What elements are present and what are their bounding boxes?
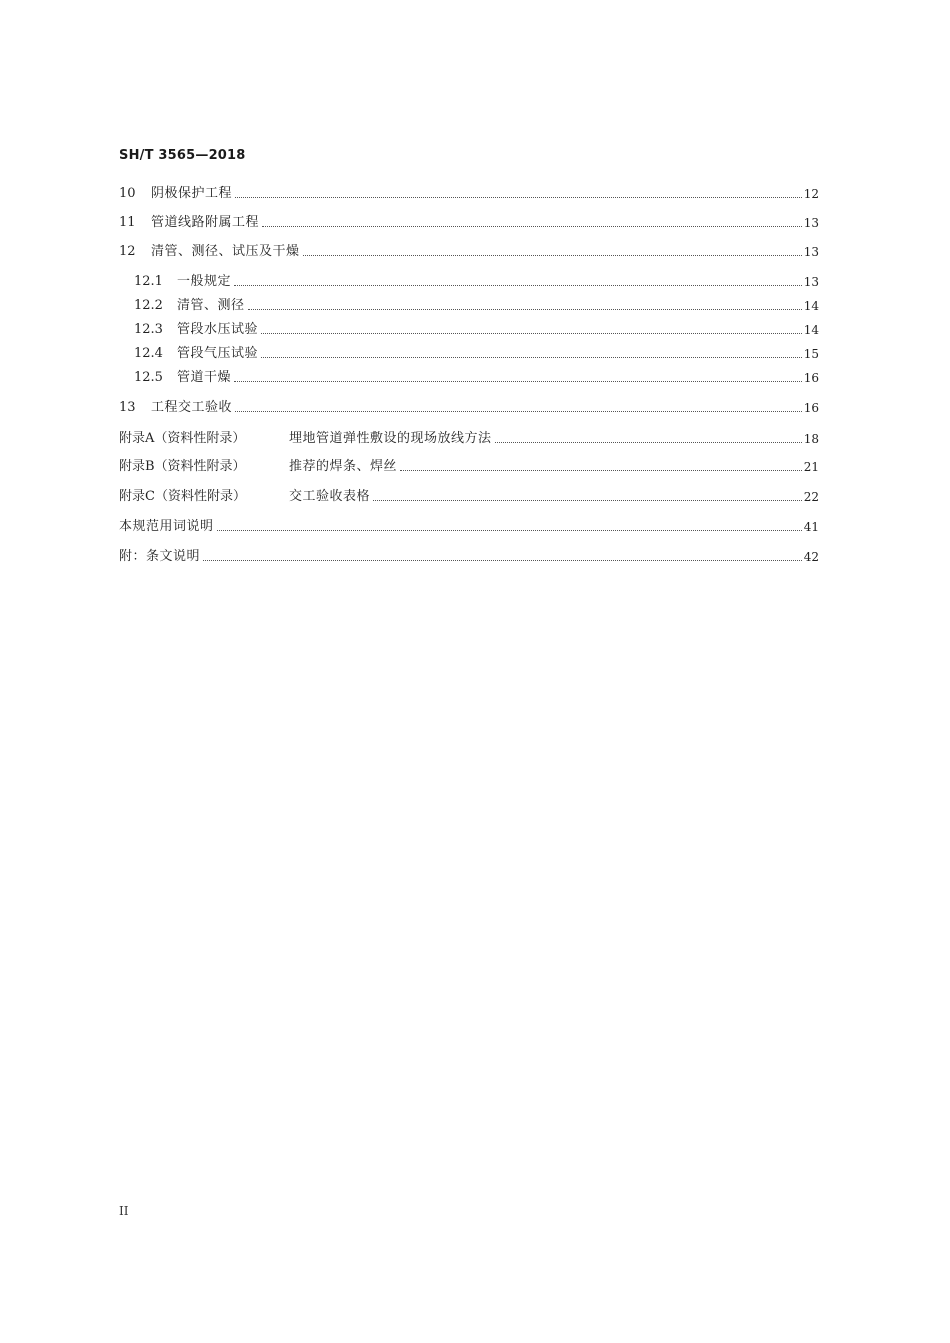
dot-leader xyxy=(400,469,802,471)
toc-entry-title: 工程交工验收 xyxy=(151,400,233,415)
dot-leader xyxy=(235,196,802,198)
toc-entry-appendix-b[interactable] xyxy=(119,455,819,475)
toc-entry-number: 附录A（资料性附录） xyxy=(119,431,246,446)
toc-entry-11[interactable] xyxy=(119,211,819,231)
toc-entry-page: 13 xyxy=(803,216,819,230)
dot-leader xyxy=(373,499,802,501)
toc-entry-appendix-c[interactable] xyxy=(119,485,819,505)
dot-leader xyxy=(303,254,802,256)
toc-entry-number: 12 xyxy=(119,244,136,259)
toc-entry-12-2[interactable] xyxy=(134,294,819,314)
toc-entry-title: 附：条文说明 xyxy=(119,549,201,564)
toc-entry-title: 清管、测径 xyxy=(177,298,245,313)
toc-entry-appendix-a[interactable] xyxy=(119,427,819,447)
dot-leader xyxy=(261,332,802,334)
toc-entry-page: 21 xyxy=(803,460,819,474)
toc-entry-number: 11 xyxy=(119,215,136,230)
toc-entry-title: 管段气压试验 xyxy=(177,346,259,361)
toc-entry-12-3[interactable] xyxy=(134,318,819,338)
toc-entry-title: 本规范用词说明 xyxy=(119,519,214,534)
toc-entry-number: 附录B（资料性附录） xyxy=(119,459,246,474)
dot-leader xyxy=(217,529,802,531)
toc-entry-page: 14 xyxy=(803,299,819,313)
toc-entry-number: 12.5 xyxy=(134,370,163,385)
dot-leader xyxy=(495,441,802,443)
toc-entry-title: 交工验收表格 xyxy=(289,489,371,504)
dot-leader xyxy=(234,380,802,382)
dot-leader xyxy=(248,308,802,310)
toc-entry-number: 12.2 xyxy=(134,298,163,313)
dot-leader xyxy=(262,225,802,227)
toc-entry-page: 13 xyxy=(803,245,819,259)
toc-entry-12-5[interactable] xyxy=(134,366,819,386)
toc-entry-title: 一般规定 xyxy=(177,274,232,289)
toc-entry-number: 12.3 xyxy=(134,322,163,337)
toc-entry-page: 16 xyxy=(803,371,819,385)
dot-leader xyxy=(234,284,802,286)
dot-leader xyxy=(203,559,802,561)
dot-leader xyxy=(235,410,802,412)
dot-leader xyxy=(261,356,802,358)
toc-entry-10[interactable] xyxy=(119,182,819,202)
toc-entry-page: 22 xyxy=(803,490,819,504)
toc-entry-title: 管道干燥 xyxy=(177,370,232,385)
toc-entry-12-4[interactable] xyxy=(134,342,819,362)
toc-entry-number: 10 xyxy=(119,186,136,201)
toc-entry-page: 14 xyxy=(803,323,819,337)
toc-entry-13[interactable] xyxy=(119,396,819,416)
toc-entry-number: 13 xyxy=(119,400,136,415)
toc-entry-title: 埋地管道弹性敷设的现场放线方法 xyxy=(289,431,492,446)
toc-entry-terms-explanation[interactable] xyxy=(119,515,819,535)
toc-entry-page: 13 xyxy=(803,275,819,289)
toc-entry-number: 12.4 xyxy=(134,346,163,361)
toc-entry-number: 附录C（资料性附录） xyxy=(119,489,246,504)
toc-entry-page: 16 xyxy=(803,401,819,415)
standard-code: SH/T 3565—2018 xyxy=(119,148,246,163)
toc-entry-page: 12 xyxy=(803,187,819,201)
toc-entry-page: 15 xyxy=(803,347,819,361)
toc-entry-12-1[interactable] xyxy=(134,270,819,290)
toc-entry-page: 41 xyxy=(803,520,819,534)
toc-entry-12[interactable] xyxy=(119,240,819,260)
toc-entry-title: 清管、测径、试压及干燥 xyxy=(151,244,300,259)
toc-entry-page: 42 xyxy=(803,550,819,564)
toc-entry-number: 12.1 xyxy=(134,274,163,289)
toc-entry-title: 管段水压试验 xyxy=(177,322,259,337)
toc-entry-clause-explanation[interactable] xyxy=(119,545,819,565)
toc-entry-page: 18 xyxy=(803,432,819,446)
page-number: II xyxy=(119,1204,129,1218)
toc-entry-title: 管道线路附属工程 xyxy=(151,215,260,230)
toc-entry-title: 推荐的焊条、焊丝 xyxy=(289,459,398,474)
toc-entry-title: 阴极保护工程 xyxy=(151,186,233,201)
